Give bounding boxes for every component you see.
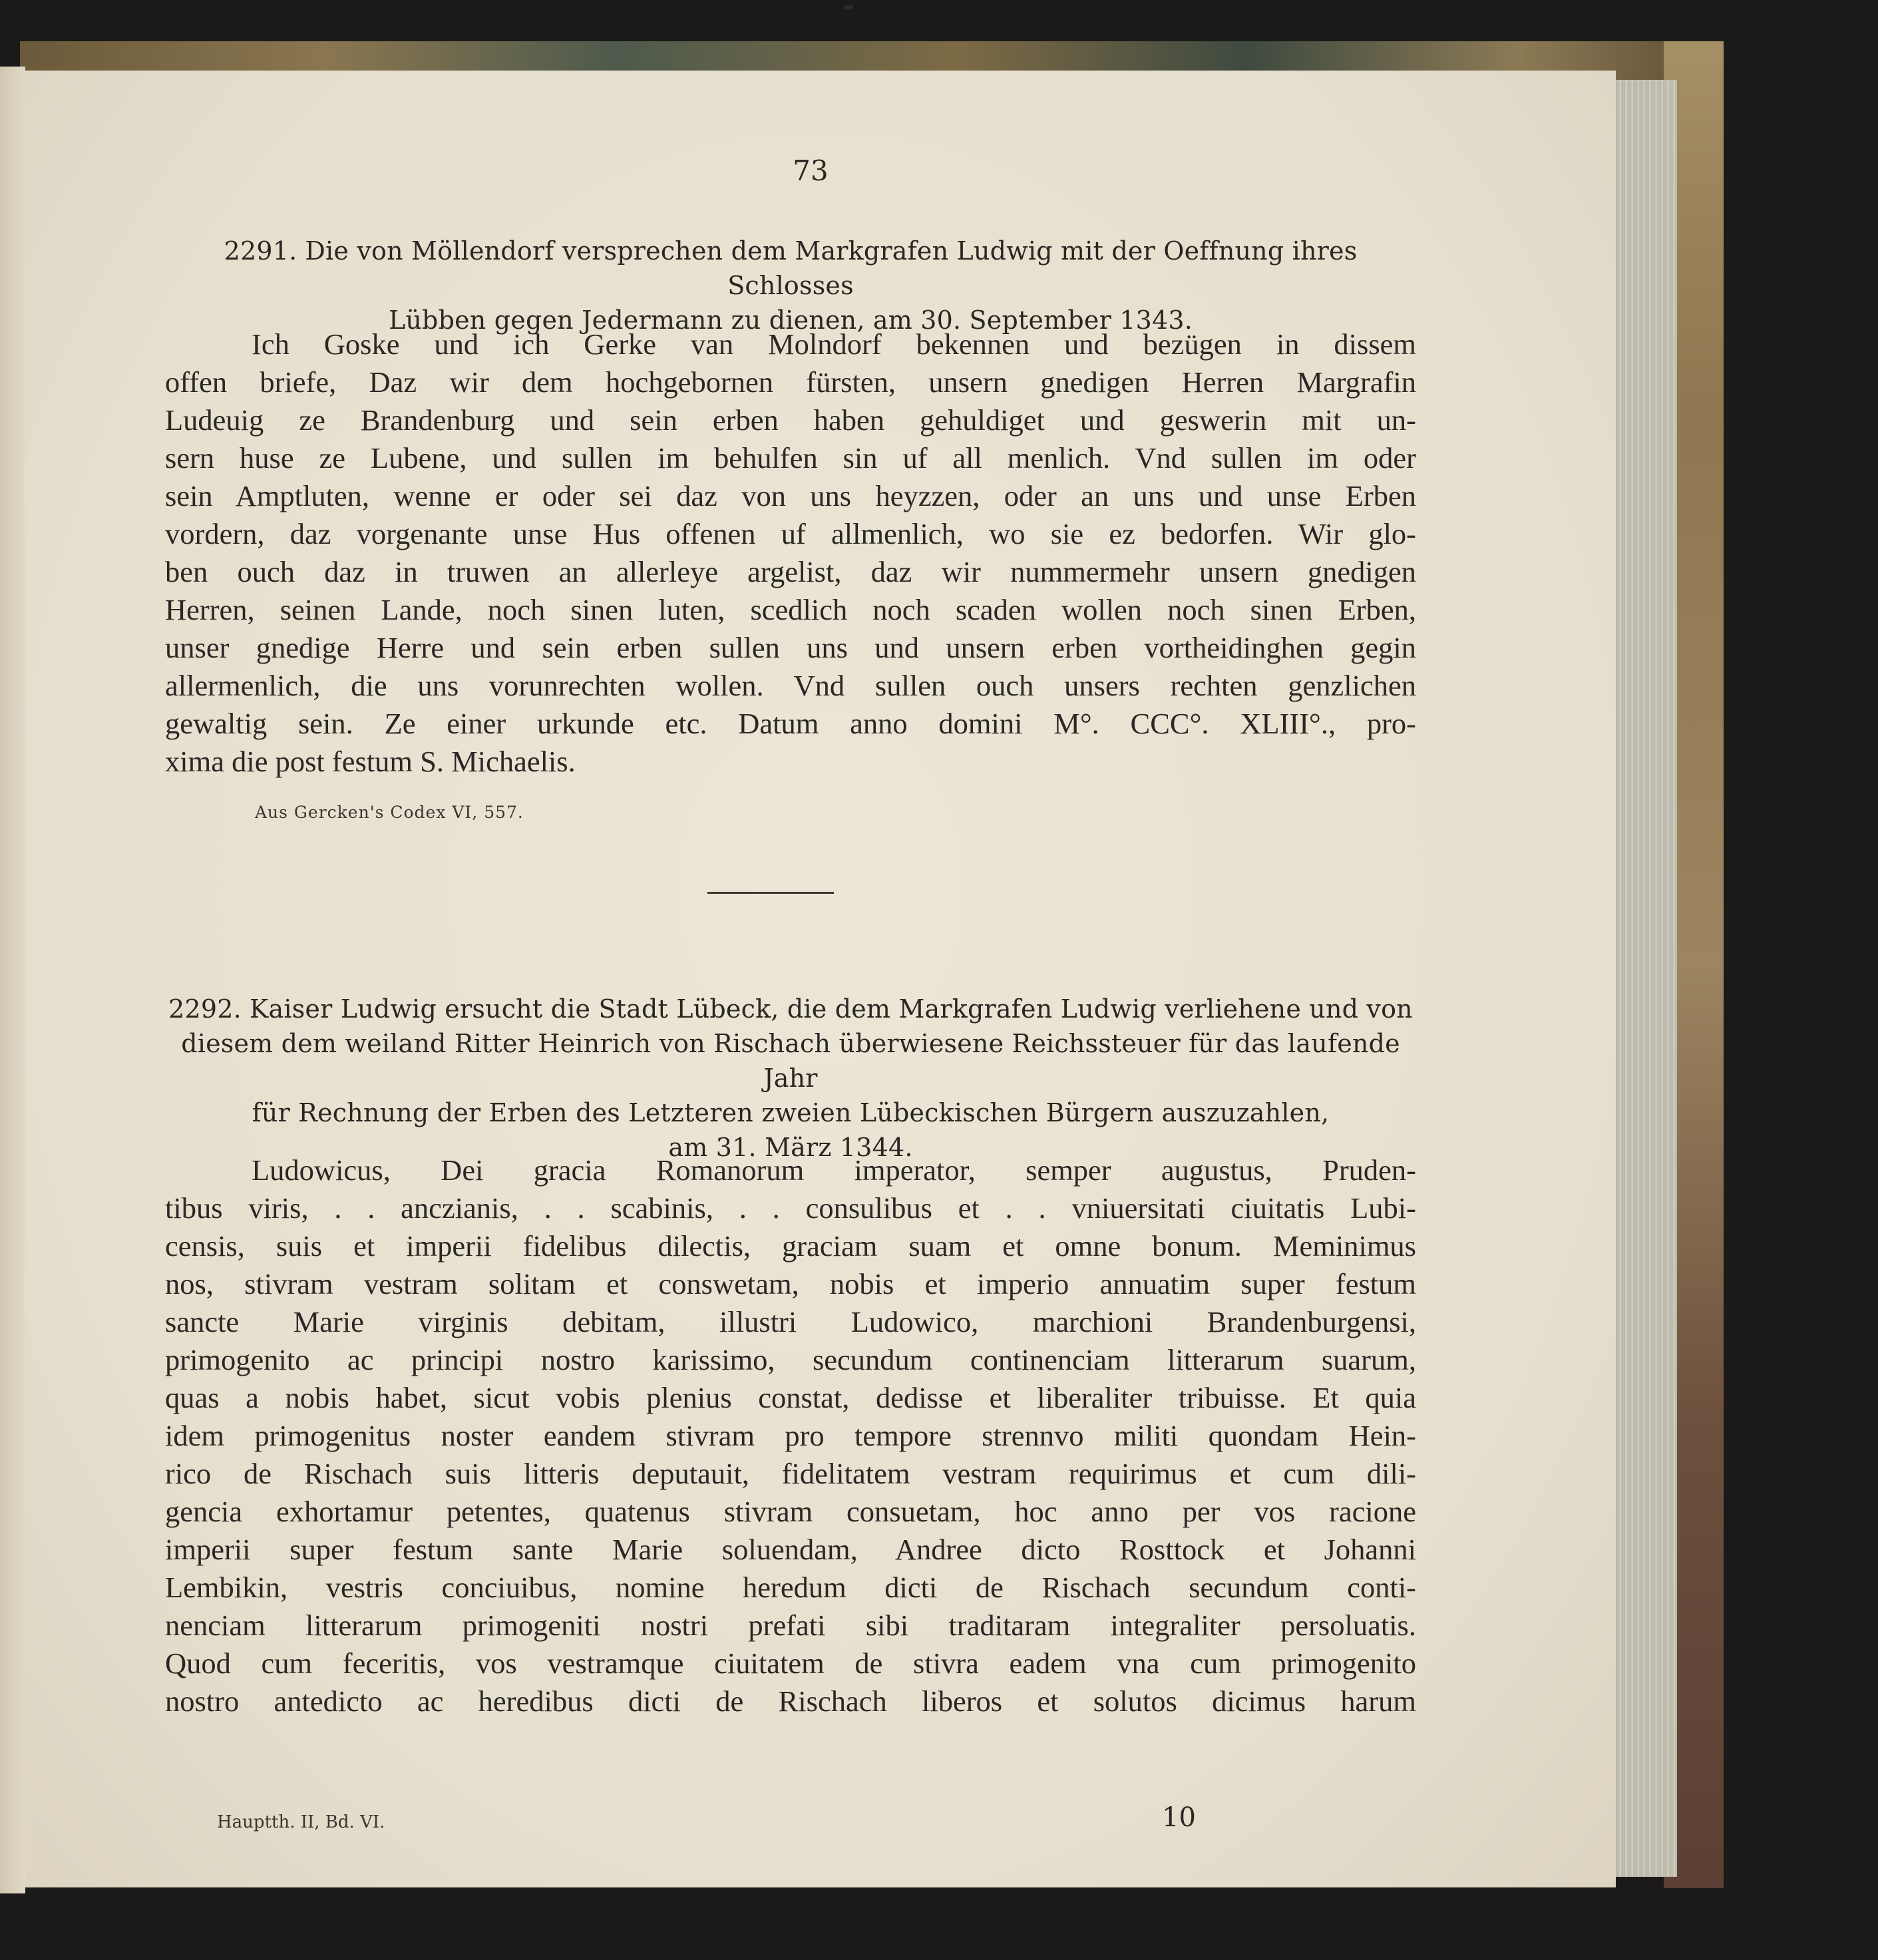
- page-number: 73: [793, 154, 829, 187]
- heading-line: [165, 992, 1416, 1026]
- text-line: idem primogenitus noster eandem stivram pro tempore strennvo militi quondam Hein-: [165, 1419, 1416, 1452]
- heading-line: am 31. März 1344.: [668, 1133, 913, 1162]
- facing-page-edge: [0, 67, 25, 1893]
- text-line: unser gnedige Herre und sein erben sullen uns und unsern erben vortheidinghen gegin: [165, 631, 1416, 664]
- source-citation: Aus Gercken's Codex VI, 557.: [255, 803, 524, 822]
- heading-text: Die von Möllendorf versprechen dem Markgrafen Ludwig mit der Oeffnung ihres Schlosses: [305, 236, 1358, 300]
- text-line: sancte Marie virginis debitam, illustri Ludowico, marchioni Brandenburgensi,: [165, 1305, 1416, 1338]
- text-line: censis, suis et imperii fidelibus dilectis, graciam suam et omne bonum. Meminimus: [165, 1229, 1416, 1263]
- text-line: nostro antedicto ac heredibus dicti de Rischach liberos et solutos dicimus harum: [165, 1684, 1416, 1718]
- heading-line: Lübben gegen Jedermann zu dienen, am 30. September 1343.: [388, 305, 1193, 335]
- footer-signature-number: 10: [1162, 1802, 1196, 1833]
- text-line: imperii super festum sante Marie soluendam, Andree dicto Rosttock et Johanni: [165, 1533, 1416, 1566]
- text-line: Ich Goske und ich Gerke van Molndorf bekennen und bezügen in dissem: [252, 327, 1416, 361]
- text-line: Herren, seinen Lande, noch sinen luten, scedlich noch scaden wollen noch sinen Erben,: [165, 593, 1416, 626]
- scan-marker: [844, 5, 853, 9]
- text-line: Lembikin, vestris conciuibus, nomine heredum dicti de Rischach secundum conti-: [165, 1571, 1416, 1604]
- text-line: sern huse ze Lubene, und sullen im behulfen sin uf all menlich. Vnd sullen im oder: [165, 441, 1416, 475]
- entry-text-2291: [165, 325, 1416, 781]
- page-edges: [1610, 80, 1677, 1877]
- text-line: primogenito ac principi nostro karissimo, secundum continenciam litterarum suarum,: [165, 1343, 1416, 1376]
- text-line: nos, stivram vestram solitam et conswetam, nobis et imperio annuatim super festum: [165, 1267, 1416, 1300]
- section-divider: [707, 892, 834, 894]
- text-line: Ludowicus, Dei gracia Romanorum imperator, semper augustus, Pruden-: [252, 1153, 1416, 1187]
- heading-line: [165, 234, 1416, 303]
- entry-text-2292: [165, 1151, 1416, 1720]
- text-line: nenciam litterarum primogeniti nostri prefati sibi traditaram integraliter persoluatis.: [165, 1609, 1416, 1642]
- text-line: quas a nobis habet, sicut vobis plenius constat, dedisse et liberaliter tribuisse. Et quia: [165, 1381, 1416, 1414]
- entry-number: 2292.: [168, 994, 242, 1024]
- text-line: allermenlich, die uns vorunrechten wollen. Vnd sullen ouch unsers rechten genzlichen: [165, 669, 1416, 702]
- entry-heading-2292: [165, 992, 1416, 1165]
- text-line: rico de Rischach suis litteris deputauit, fidelitatem vestram requirimus et cum dili-: [165, 1457, 1416, 1490]
- text-line: offen briefe, Daz wir dem hochgebornen fürsten, unsern gnedigen Herren Margrafin: [165, 365, 1416, 399]
- footer-volume-ref: Hauptth. II, Bd. VI.: [217, 1812, 385, 1832]
- text-line: gewaltig sein. Ze einer urkunde etc. Datum anno domini M°. CCC°. XLIII°., pro-: [165, 707, 1416, 740]
- text-line: sein Amptluten, wenne er oder sei daz von uns heyzzen, oder an uns und unse Erben: [165, 479, 1416, 512]
- text-line: Quod cum feceritis, vos vestramque ciuitatem de stivra eadem vna cum primogenito: [165, 1647, 1416, 1680]
- heading-line: diesem dem weiland Ritter Heinrich von Rischach überwiesene Reichssteuer für das laufende Jahr: [181, 1029, 1400, 1093]
- text-line: ben ouch daz in truwen an allerleye argelist, daz wir nummermehr unsern gnedigen: [165, 555, 1416, 588]
- entry-number: 2291.: [224, 236, 297, 266]
- text-line: tibus viris, . . anczianis, . . scabinis, . . consulibus et . . vniuersitati ciuitatis Lubi-: [165, 1191, 1416, 1225]
- text-line: vordern, daz vorgenante unse Hus offenen uf allmenlich, wo sie ez bedorfen. Wir glo-: [165, 517, 1416, 550]
- text-line: xima die post festum S. Michaelis.: [165, 745, 576, 778]
- text-line: gencia exhortamur petentes, quatenus stivram consuetam, hoc anno per vos racione: [165, 1495, 1416, 1528]
- text-line: Ludeuig ze Brandenburg und sein erben haben gehuldiget und geswerin mit un-: [165, 403, 1416, 437]
- heading-line: für Rechnung der Erben des Letzteren zweien Lübeckischen Bürgern auszuzahlen,: [252, 1098, 1330, 1127]
- entry-heading-2291: [165, 234, 1416, 337]
- book-page: [25, 71, 1616, 1887]
- heading-text: Kaiser Ludwig ersucht die Stadt Lübeck, die dem Markgrafen Ludwig verliehene und von: [249, 994, 1413, 1024]
